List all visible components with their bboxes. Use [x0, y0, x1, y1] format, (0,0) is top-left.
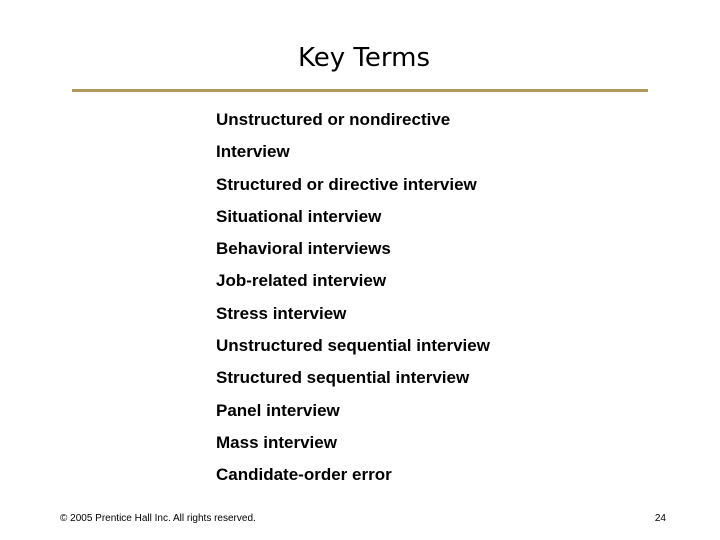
key-term-item: Structured or directive interview — [216, 174, 477, 194]
page-number: 24 — [654, 513, 666, 524]
key-term-item: Stress interview — [216, 303, 347, 323]
key-term-item: Candidate-order error — [216, 465, 392, 485]
key-term-item: Interview — [216, 142, 290, 162]
title-divider — [72, 89, 648, 92]
key-term-item: Situational interview — [216, 206, 382, 226]
slide-title: Key Terms — [298, 43, 430, 73]
key-term-item: Mass interview — [216, 432, 337, 452]
key-term-item: Behavioral interviews — [216, 239, 391, 259]
key-term-item: Unstructured sequential interview — [216, 336, 490, 356]
key-term-item: Structured sequential interview — [216, 368, 470, 388]
key-term-item: Panel interview — [216, 400, 340, 420]
key-terms-list — [216, 108, 490, 496]
key-term-item: Job-related interview — [216, 271, 387, 291]
key-term-item: Unstructured or nondirective — [216, 110, 451, 129]
copyright-notice: © 2005 Prentice Hall Inc. All rights reserved. — [60, 513, 256, 524]
